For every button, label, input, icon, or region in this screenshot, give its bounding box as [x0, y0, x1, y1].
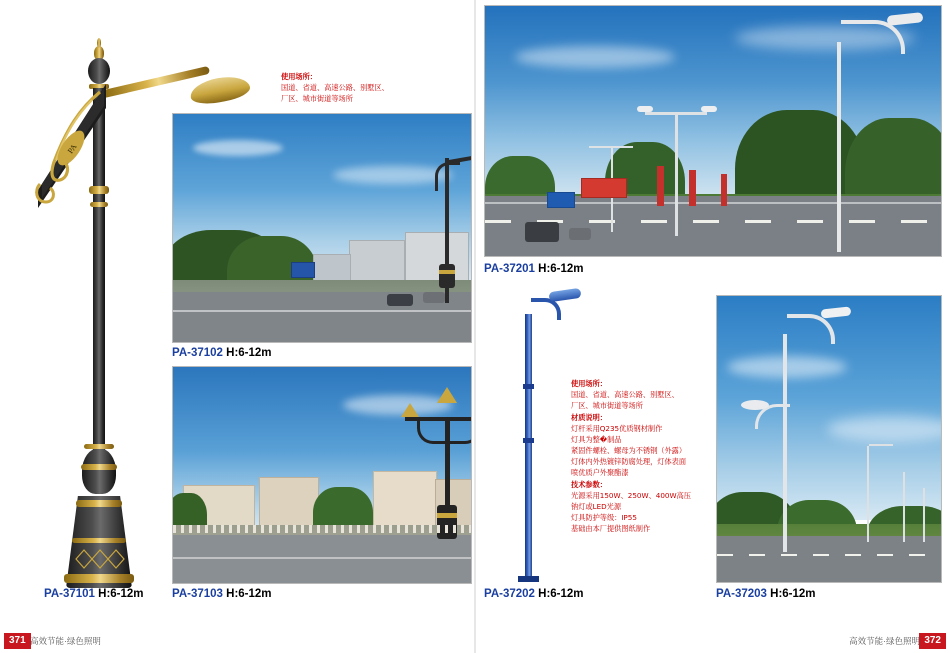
street-light-head [701, 106, 717, 112]
spec-line: 紧固件螺栓、螺母为不锈钢（外露） [571, 446, 687, 456]
pole-joint-lower [523, 438, 534, 443]
spec-text-top-left [281, 60, 421, 105]
roadside-banner [689, 170, 696, 206]
spec-line: 国道、省道、高速公路、别墅区、 [281, 83, 389, 93]
spec-heading-params: 技术参数： [571, 479, 607, 489]
pole-mid-bulb [82, 448, 116, 494]
fence [173, 525, 472, 533]
base-diamond-pattern [70, 546, 128, 572]
product-spec: H:6-12m [538, 263, 584, 275]
pole-mid-bulb-band [84, 444, 114, 449]
spec-line: 厂区、城市街道等场所 [571, 401, 643, 411]
lamp-head [548, 288, 581, 302]
street-light-pole [675, 114, 678, 236]
street-light-head-lower [741, 400, 769, 410]
road-marking [173, 557, 472, 559]
product-code: PA-37201 [484, 263, 535, 275]
spec-heading-material: 材质说明： [571, 412, 607, 422]
billboard [291, 262, 315, 278]
caption-pa-37201 [484, 263, 584, 275]
roadside-banner [657, 166, 664, 206]
tree-cluster [313, 487, 373, 529]
product-spec: H:6-12m [226, 588, 272, 600]
product-code: PA-37202 [484, 588, 535, 600]
photo-pa-37102 [172, 113, 472, 343]
street-light-arm [645, 112, 707, 115]
lamp-base-band [437, 513, 457, 518]
pole-base-plate [518, 576, 539, 582]
street-light-arm [589, 146, 633, 148]
vehicle-car [569, 228, 591, 240]
product-code: PA-37203 [716, 588, 767, 600]
street-light-pole [837, 42, 841, 252]
product-spec: H:6-12m [538, 588, 584, 600]
street-light-ornament [435, 162, 460, 191]
photo-pa-37203 [716, 295, 942, 583]
building [259, 477, 319, 529]
cloud [343, 395, 453, 415]
lamp-base [437, 505, 457, 539]
base-band-mid [72, 538, 126, 543]
caption-pa-37103 [172, 588, 272, 600]
street-light-base-band [439, 270, 455, 274]
spec-line: 灯杆采用Q235优质钢材制作 [571, 423, 663, 433]
spec-heading: 使用场所： [281, 72, 317, 82]
spec-line: 灯具防护等级：IP55 [571, 513, 637, 523]
road-surface [173, 535, 472, 584]
lamp-scroll-right [450, 419, 472, 444]
product-code: PA-37101 [44, 588, 95, 600]
product-code: PA-37102 [172, 347, 223, 359]
footer-text-left: 高效节能·绿色照明 [30, 636, 101, 646]
cloud [515, 46, 675, 68]
distant-arm [869, 444, 893, 446]
distant-pole [903, 472, 905, 542]
caption-pa-37101 [44, 588, 144, 600]
finial-tip-icon [97, 38, 101, 48]
product-spec: H:6-12m [770, 588, 816, 600]
svg-text:PA: PA [65, 142, 79, 156]
lamp-pole [525, 314, 532, 582]
street-light-pole [783, 334, 787, 552]
building [405, 232, 469, 284]
photo-pa-37103 [172, 366, 472, 584]
pole-joint-upper [523, 384, 534, 389]
page-number-left: 371 [4, 633, 31, 649]
vehicle [387, 294, 413, 306]
vehicle-truck [525, 222, 559, 242]
caption-pa-37102 [172, 347, 272, 359]
lamp-head [188, 73, 251, 107]
product-spec: H:6-12m [98, 588, 144, 600]
spec-line: 灯体内外热镀锌防腐处理，灯体表面 [571, 457, 687, 467]
spec-line: 喷优质户外聚酯漆 [571, 468, 629, 478]
roadside-banner [721, 174, 727, 206]
vehicle [423, 292, 445, 303]
product-illustration-pa-37101 [8, 18, 168, 588]
spec-line: 基础由本厂提供图纸制作 [571, 524, 651, 534]
road-surface [717, 536, 942, 583]
pole-collar-upper [89, 186, 109, 194]
spec-line: 厂区、城市街道等场所 [281, 94, 353, 104]
spec-line: 灯具为整�制品 [571, 434, 622, 444]
base-band-bottom [64, 574, 134, 583]
billboard [581, 178, 627, 198]
product-spec: H:6-12m [226, 347, 272, 359]
spec-line: 钠灯或LED光源 [571, 501, 622, 511]
caption-pa-37202 [484, 588, 584, 600]
tree-cluster [172, 493, 207, 529]
distant-pole [923, 488, 925, 542]
spec-line: 国道、省道、高速公路、别墅区、 [571, 390, 679, 400]
diamond-pattern-icon [70, 546, 128, 572]
lamp-arm [531, 298, 561, 320]
photo-pa-37201 [484, 5, 942, 257]
cloud [193, 140, 283, 156]
cloud [727, 356, 847, 378]
base-band-top [76, 500, 122, 507]
product-code: PA-37103 [172, 588, 223, 600]
page-spine [474, 0, 476, 653]
caption-pa-37203 [716, 588, 816, 600]
spec-text-center [571, 367, 731, 534]
road-marking [173, 310, 472, 312]
footer-text-right: 高效节能·绿色照明 [849, 636, 920, 646]
distant-pole [867, 446, 869, 542]
street-light-head [637, 106, 653, 112]
street-light-base [439, 264, 455, 288]
pole-collar-mid [90, 202, 108, 207]
building [349, 240, 405, 284]
road-sign [547, 192, 575, 208]
building [373, 471, 437, 529]
spec-heading-usage: 使用场所： [571, 379, 607, 389]
pole-mid-bulb-ring [81, 464, 117, 470]
spec-line: 光源采用150W、250W、400W高压 [571, 490, 691, 500]
road-marking [717, 554, 942, 556]
page-number-right: 372 [919, 633, 946, 649]
